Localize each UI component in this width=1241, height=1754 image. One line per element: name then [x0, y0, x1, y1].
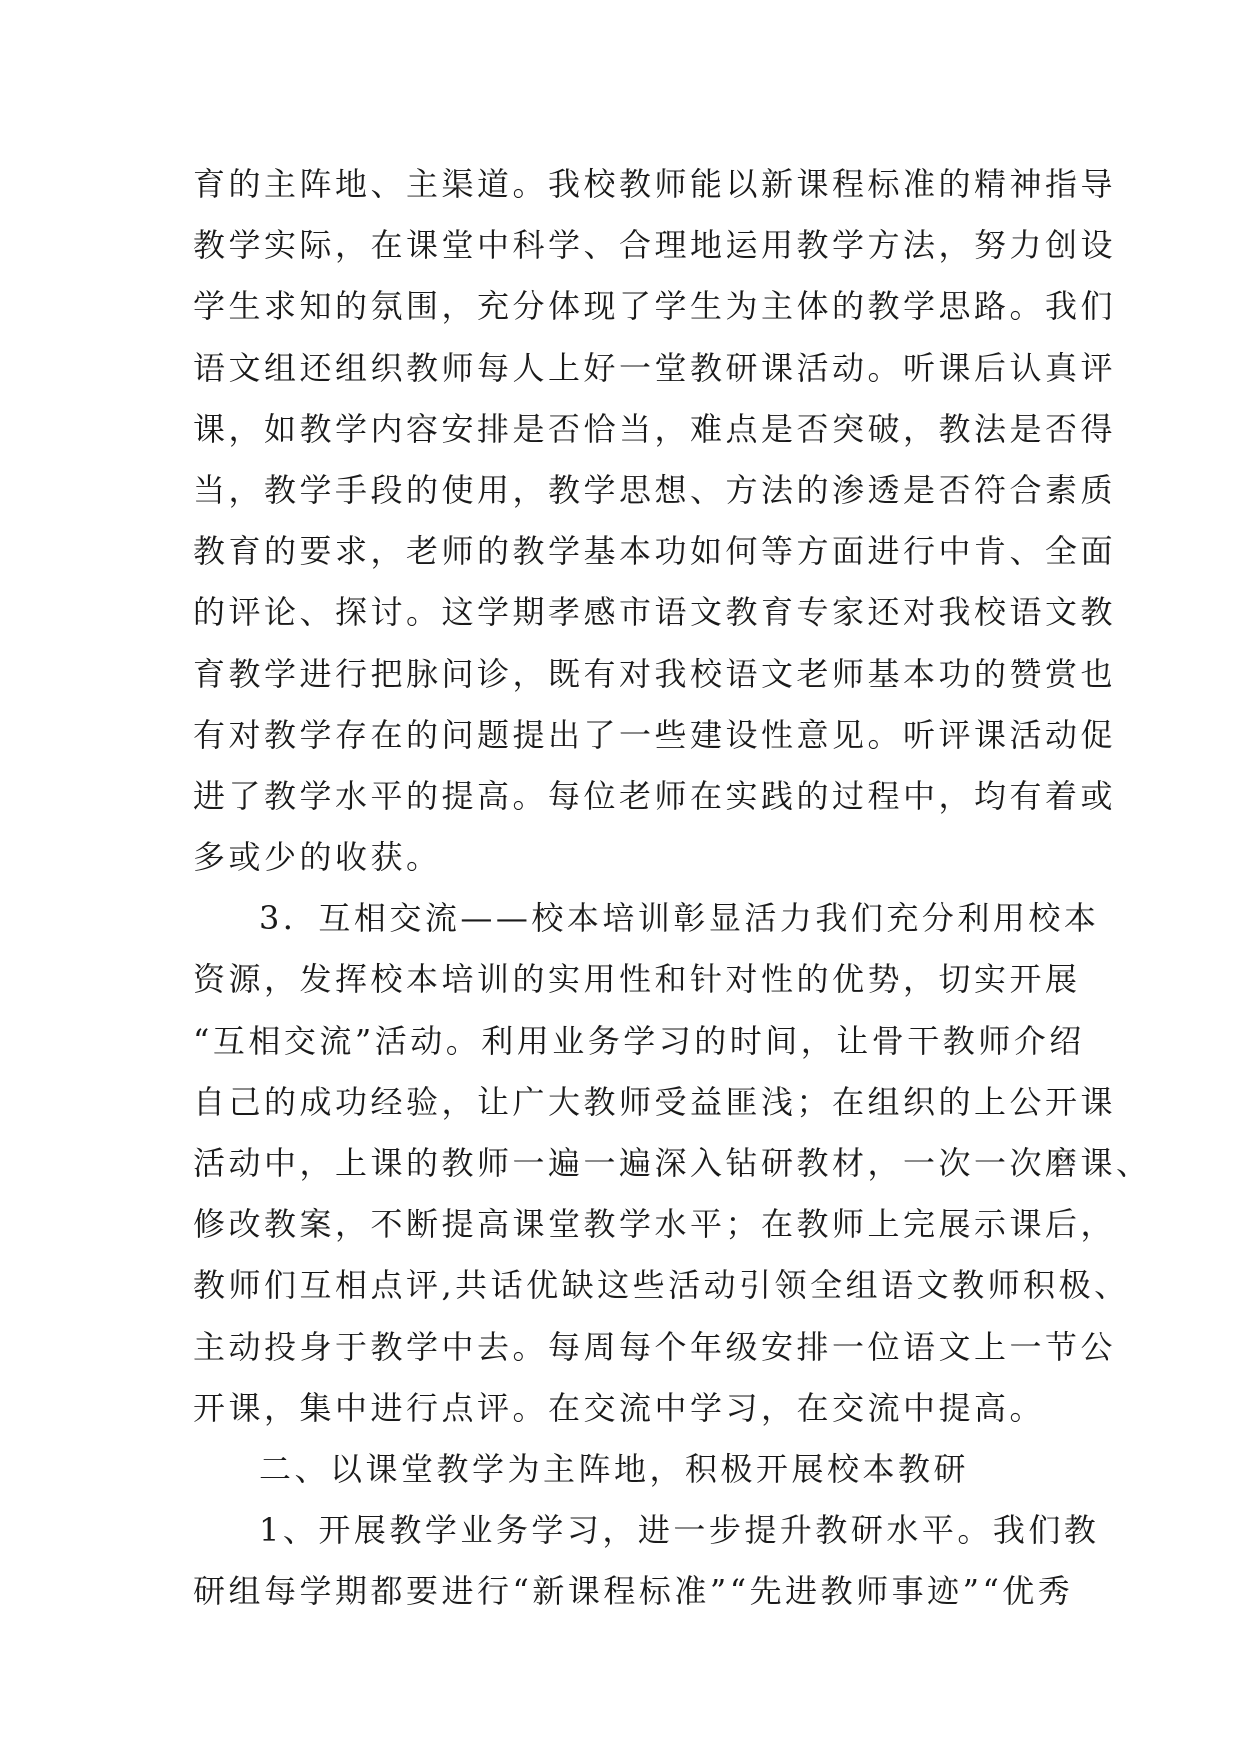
text-line: 的评论、探讨。这学期孝感市语文教育专家还对我校语文教 [193, 593, 1117, 632]
text-line: 自己的成功经验，让广大教师受益匪浅；在组织的上公开课 [193, 1082, 1117, 1121]
text-line: 资源，发挥校本培训的实用性和针对性的优势，切实开展 [193, 960, 1081, 999]
text-line: 多或少的收获。 [193, 838, 442, 877]
text-line: 有对教学存在的问题提出了一些建设性意见。听评课活动促 [193, 715, 1117, 754]
text-line: 课，如教学内容安排是否恰当，难点是否突破，教法是否得 [193, 409, 1117, 448]
text-line: 当，教学手段的使用，教学思想、方法的渗透是否符合素质 [193, 470, 1117, 509]
paragraph-first-line: 3．互相交流——校本培训彰显活力我们充分利用校本 [259, 899, 1100, 938]
text-line: 主动投身于教学中去。每周每个年级安排一位语文上一节公 [193, 1327, 1117, 1366]
text-line: 学生求知的氛围，充分体现了学生为主体的教学思路。我们 [193, 287, 1117, 326]
text-line: 活动中，上课的教师一遍一遍深入钻研教材，一次一次磨课、 [193, 1144, 1152, 1182]
text-line: 育的主阵地、主渠道。我校教师能以新课程标准的精神指导 [193, 165, 1117, 203]
text-line: 教育的要求，老师的教学基本功如何等方面进行中肯、全面 [193, 532, 1117, 571]
text-line: 教学实际，在课堂中科学、合理地运用教学方法，努力创设 [193, 226, 1117, 265]
text-line: 育教学进行把脉问诊，既有对我校语文老师基本功的赞赏也 [193, 654, 1117, 693]
text-line: 修改教案，不断提高课堂教学水平；在教师上完展示课后， [193, 1205, 1117, 1244]
text-line: “互相交流”活动。利用业务学习的时间，让骨干教师介绍 [193, 1021, 1085, 1060]
text-line: 开课，集中进行点评。在交流中学习，在交流中提高。 [193, 1388, 1046, 1427]
paragraph-first-line: 1、开展教学业务学习，进一步提升教研水平。我们教 [259, 1511, 1100, 1550]
text-line: 语文组还组织教师每人上好一堂教研课活动。听课后认真评 [193, 348, 1117, 387]
document-body [193, 154, 1152, 1623]
text-line: 进了教学水平的提高。每位老师在实践的过程中，均有着或 [193, 776, 1117, 815]
text-line: 研组每学期都要进行“新课程标准”“先进教师事迹”“优秀 [193, 1572, 1074, 1611]
text-line: 教师们互相点评,共话优缺这些活动引领全组语文教师积极、 [193, 1266, 1130, 1305]
section-heading: 二、以课堂教学为主阵地，积极开展校本教研 [259, 1449, 970, 1488]
